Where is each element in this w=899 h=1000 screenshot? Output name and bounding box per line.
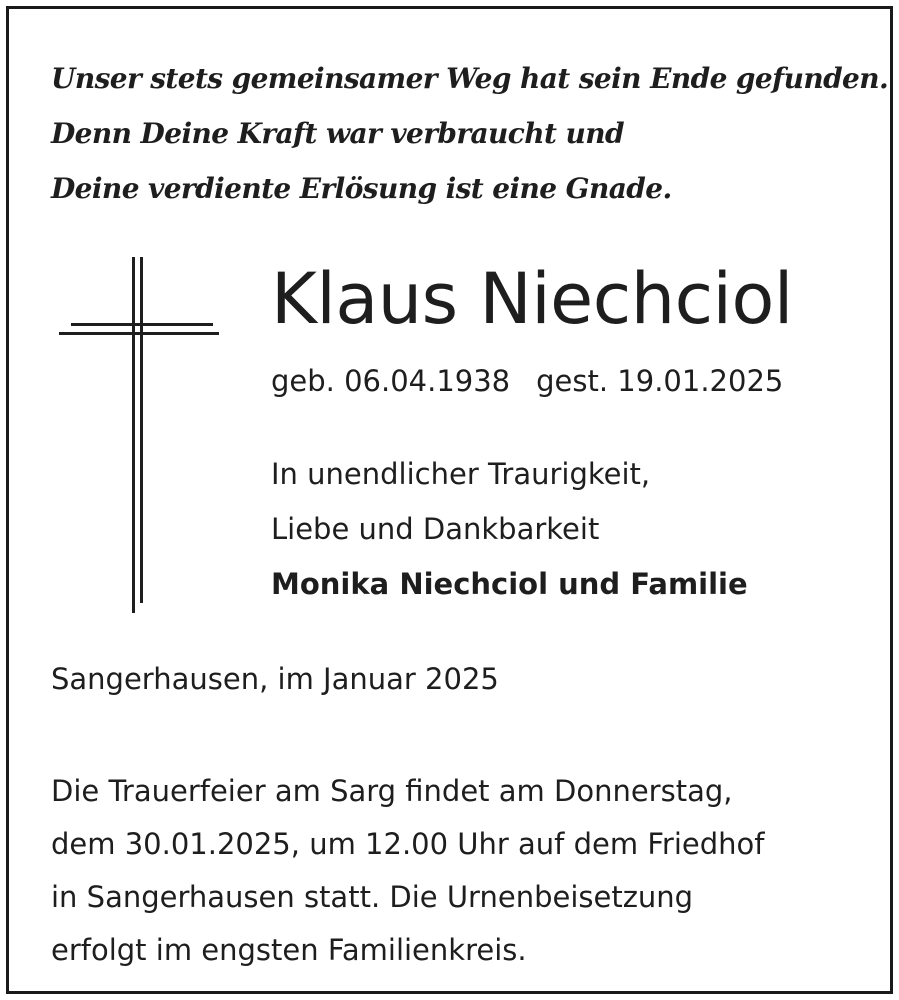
cross-icon — [59, 257, 219, 613]
mourner-names: Monika Niechciol und Familie — [271, 567, 748, 601]
ceremony-line: Die Trauerfeier am Sarg findet am Donnerstag, — [51, 774, 733, 808]
ceremony-line: in Sangerhausen statt. Die Urnenbeisetzung — [51, 880, 694, 914]
ceremony-notice — [51, 765, 764, 977]
death-date: gest. 19.01.2025 — [536, 364, 784, 398]
motto-line: Denn Deine Kraft war verbraucht und — [51, 117, 624, 150]
obituary-notice — [6, 6, 893, 994]
mourners-block — [271, 447, 748, 612]
motto-line: Deine verdiente Erlösung ist eine Gnade. — [51, 172, 672, 205]
mourning-line: Liebe und Dankbarkeit — [271, 512, 600, 546]
ceremony-line: dem 30.01.2025, um 12.00 Uhr auf dem Friedhof — [51, 827, 765, 861]
deceased-name: Klaus Niechciol — [271, 258, 793, 340]
place-and-date: Sangerhausen, im Januar 2025 — [51, 662, 499, 696]
motto-quote — [51, 51, 888, 216]
birth-date: geb. 06.04.1938 — [271, 364, 511, 398]
life-dates — [271, 359, 783, 403]
ceremony-line: erfolgt im engsten Familienkreis. — [51, 933, 527, 967]
mourning-line: In unendlicher Traurigkeit, — [271, 457, 651, 491]
motto-line: Unser stets gemeinsamer Weg hat sein Ende gefunden. — [51, 62, 889, 95]
